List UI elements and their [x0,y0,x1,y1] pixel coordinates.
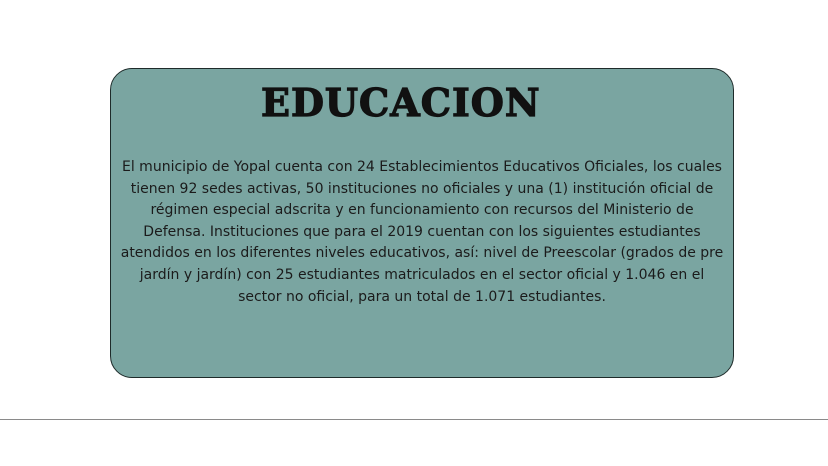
card-title: EDUCACION [261,80,541,125]
card-paragraph: El municipio de Yopal cuenta con 24 Establecimientos Educativos Oficiales, los cuales tienen 92 sedes activas, 50 instituciones no oficiales y una (1) institución oficial de régimen especial adscrita y en funcionamiento con recursos del Ministerio de Defensa. Instituciones que para el 2019 cuentan con los siguientes estudiantes atendidos en los diferentes niveles educativos, así: nivel de Preescolar (grados de pre jardín y jardín) con 25 estudiantes matriculados en el sector oficial y 1.046 en el sector no oficial, para un total de 1.071 estudiantes. [120,159,724,305]
education-card [110,68,734,378]
bottom-divider [0,419,828,420]
